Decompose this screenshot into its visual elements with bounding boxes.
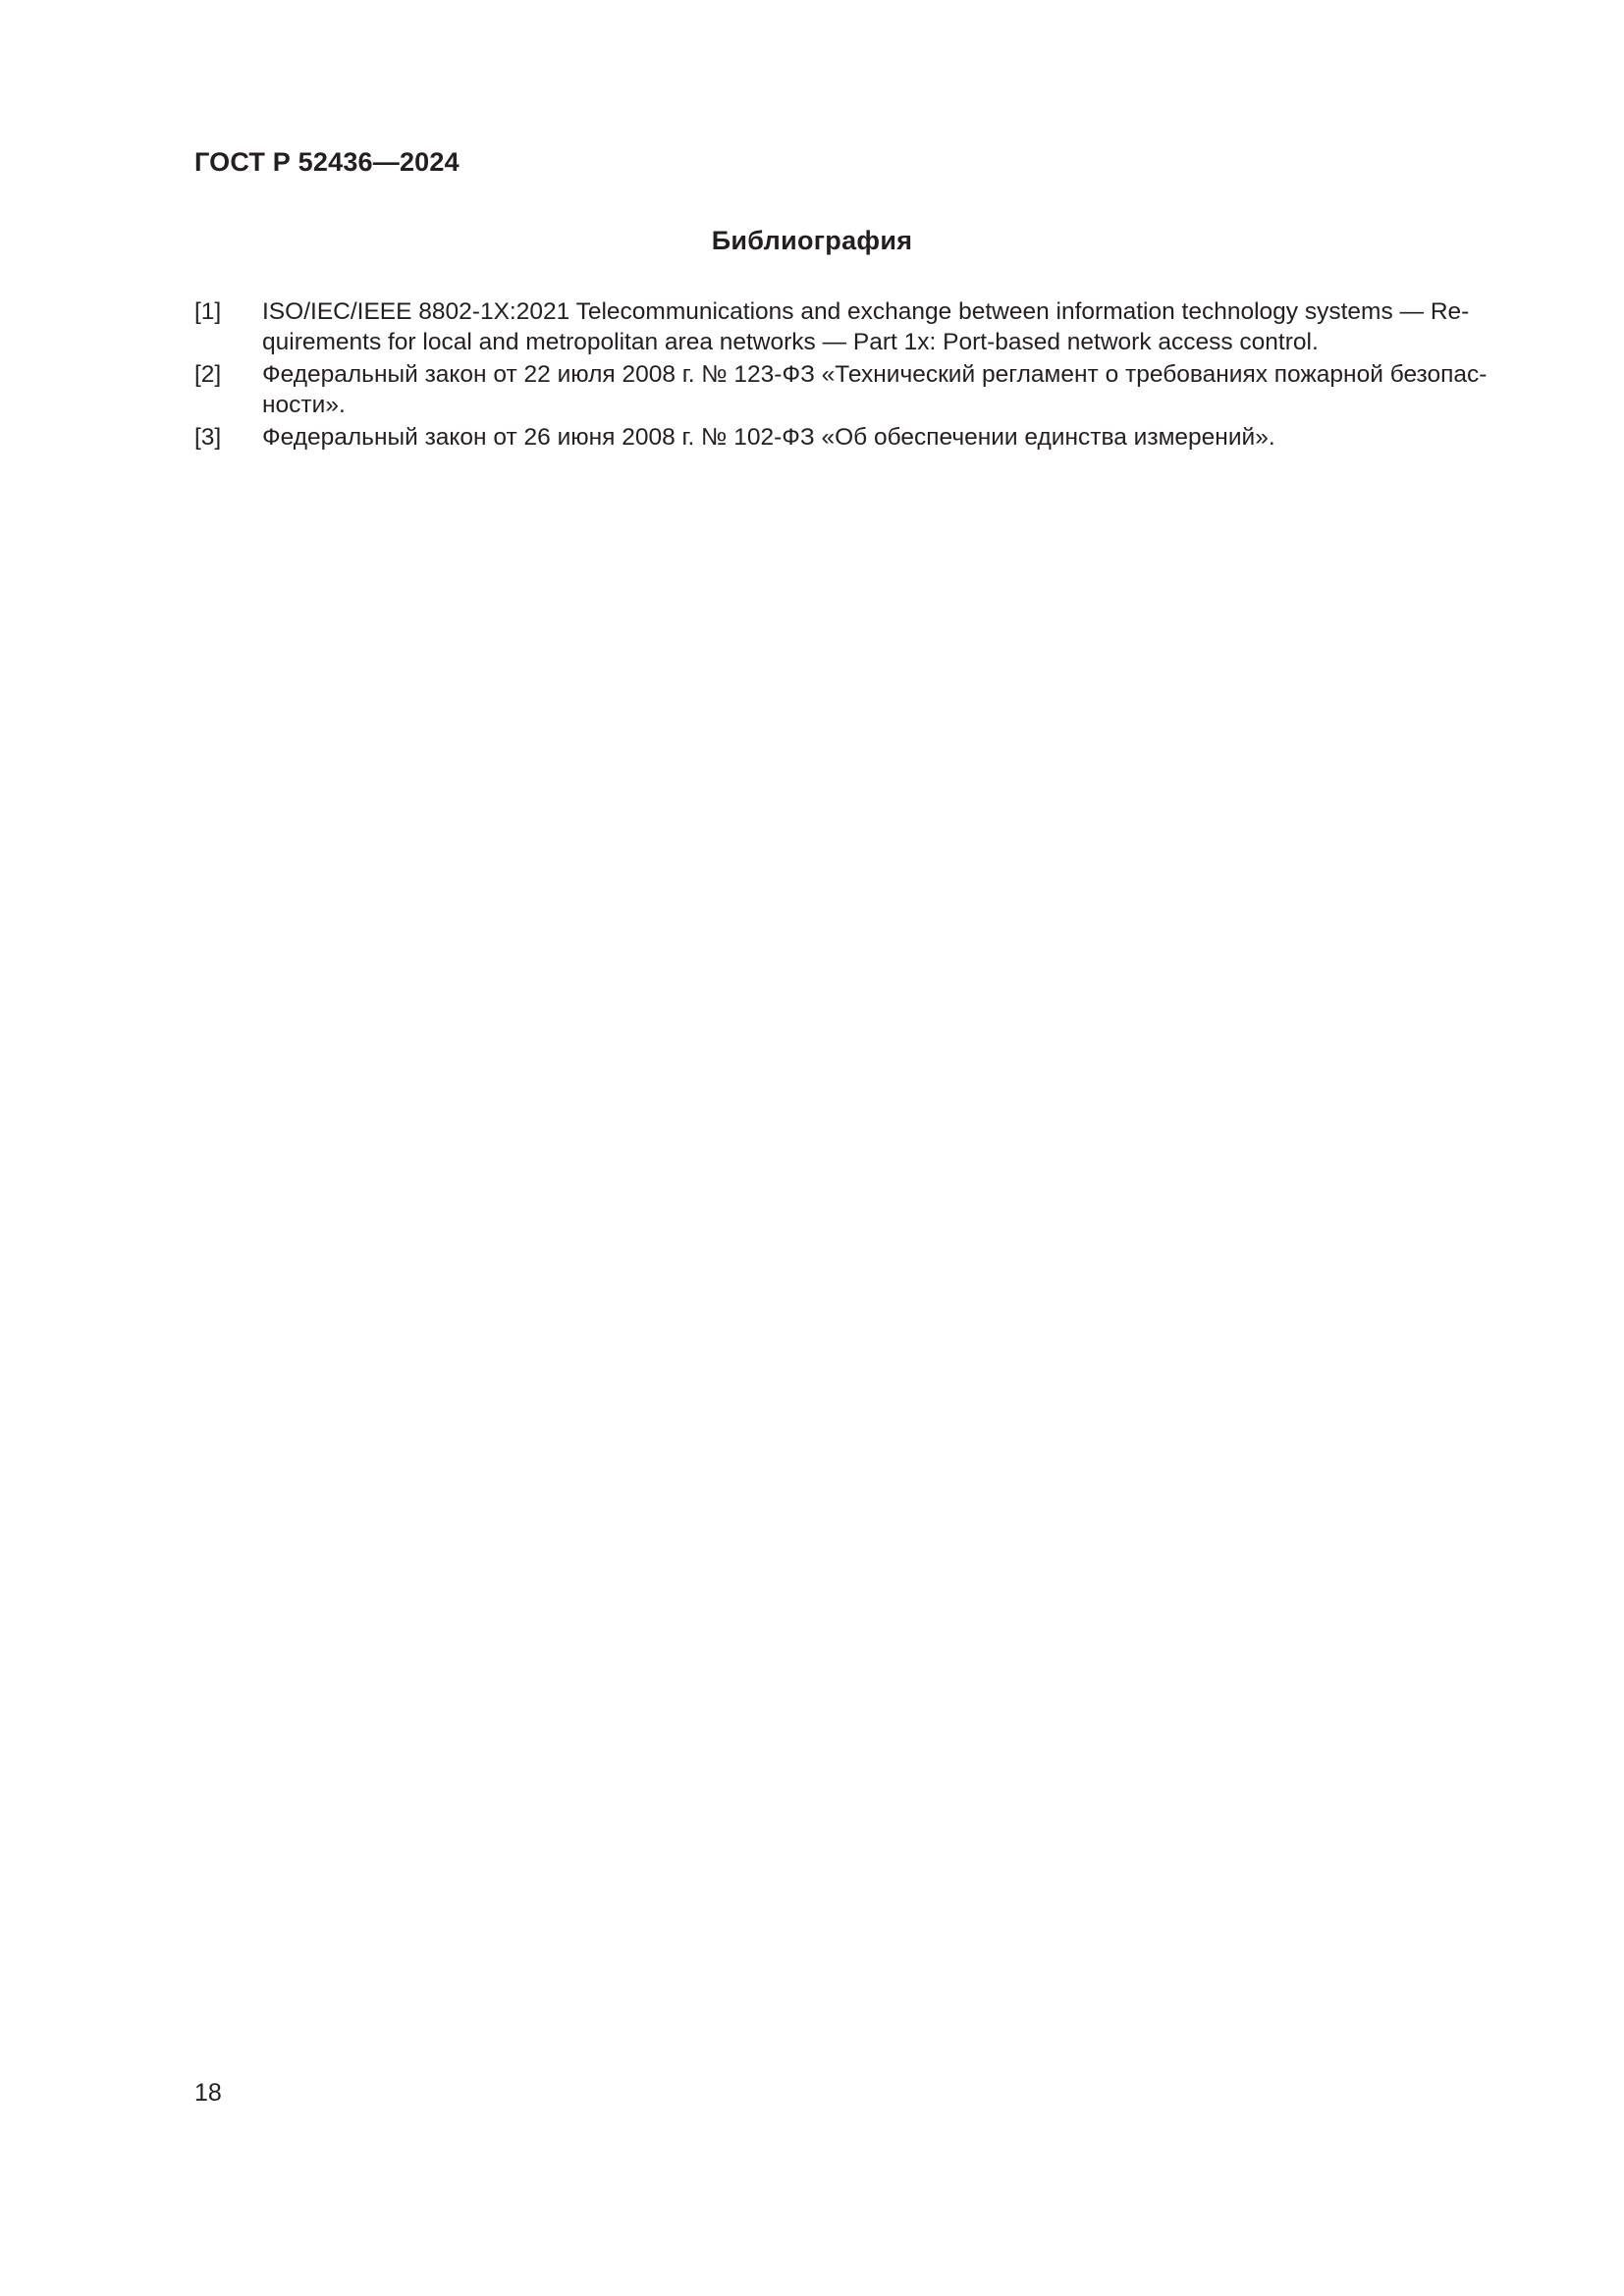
bibliography-item-number: [2] — [194, 361, 222, 388]
page-number: 18 — [194, 2079, 222, 2107]
bibliography-list — [194, 296, 1513, 454]
bibliography-item-line: ISO/IEC/IEEE 8802-1X:2021 Telecommunications and exchange between information technology systems — Re- — [262, 298, 1470, 325]
bibliography-item-line: quirements for local and metropolitan area networks — Part 1x: Port-based network access control. — [262, 329, 1319, 355]
bibliography-item-number: [1] — [194, 298, 222, 325]
bibliography-item-line: Федеральный закон от 26 июня 2008 г. № 102-ФЗ «Об обеспечении единства измерений». — [262, 424, 1275, 451]
bibliography-item-line: Федеральный закон от 22 июля 2008 г. № 123-ФЗ «Технический регламент о требованиях пожарной безопас- — [262, 361, 1488, 388]
bibliography-item — [194, 422, 1513, 453]
bibliography-item-line: ности». — [262, 392, 346, 418]
bibliography-item-text — [262, 422, 1513, 453]
bibliography-item — [194, 359, 1513, 420]
section-title: Библиография — [711, 226, 913, 255]
document-code: ГОСТ Р 52436—2024 — [194, 147, 460, 177]
bibliography-item-text — [262, 359, 1513, 420]
bibliography-item-number: [3] — [194, 424, 222, 451]
bibliography-item-text — [262, 296, 1513, 357]
bibliography-item — [194, 296, 1513, 357]
